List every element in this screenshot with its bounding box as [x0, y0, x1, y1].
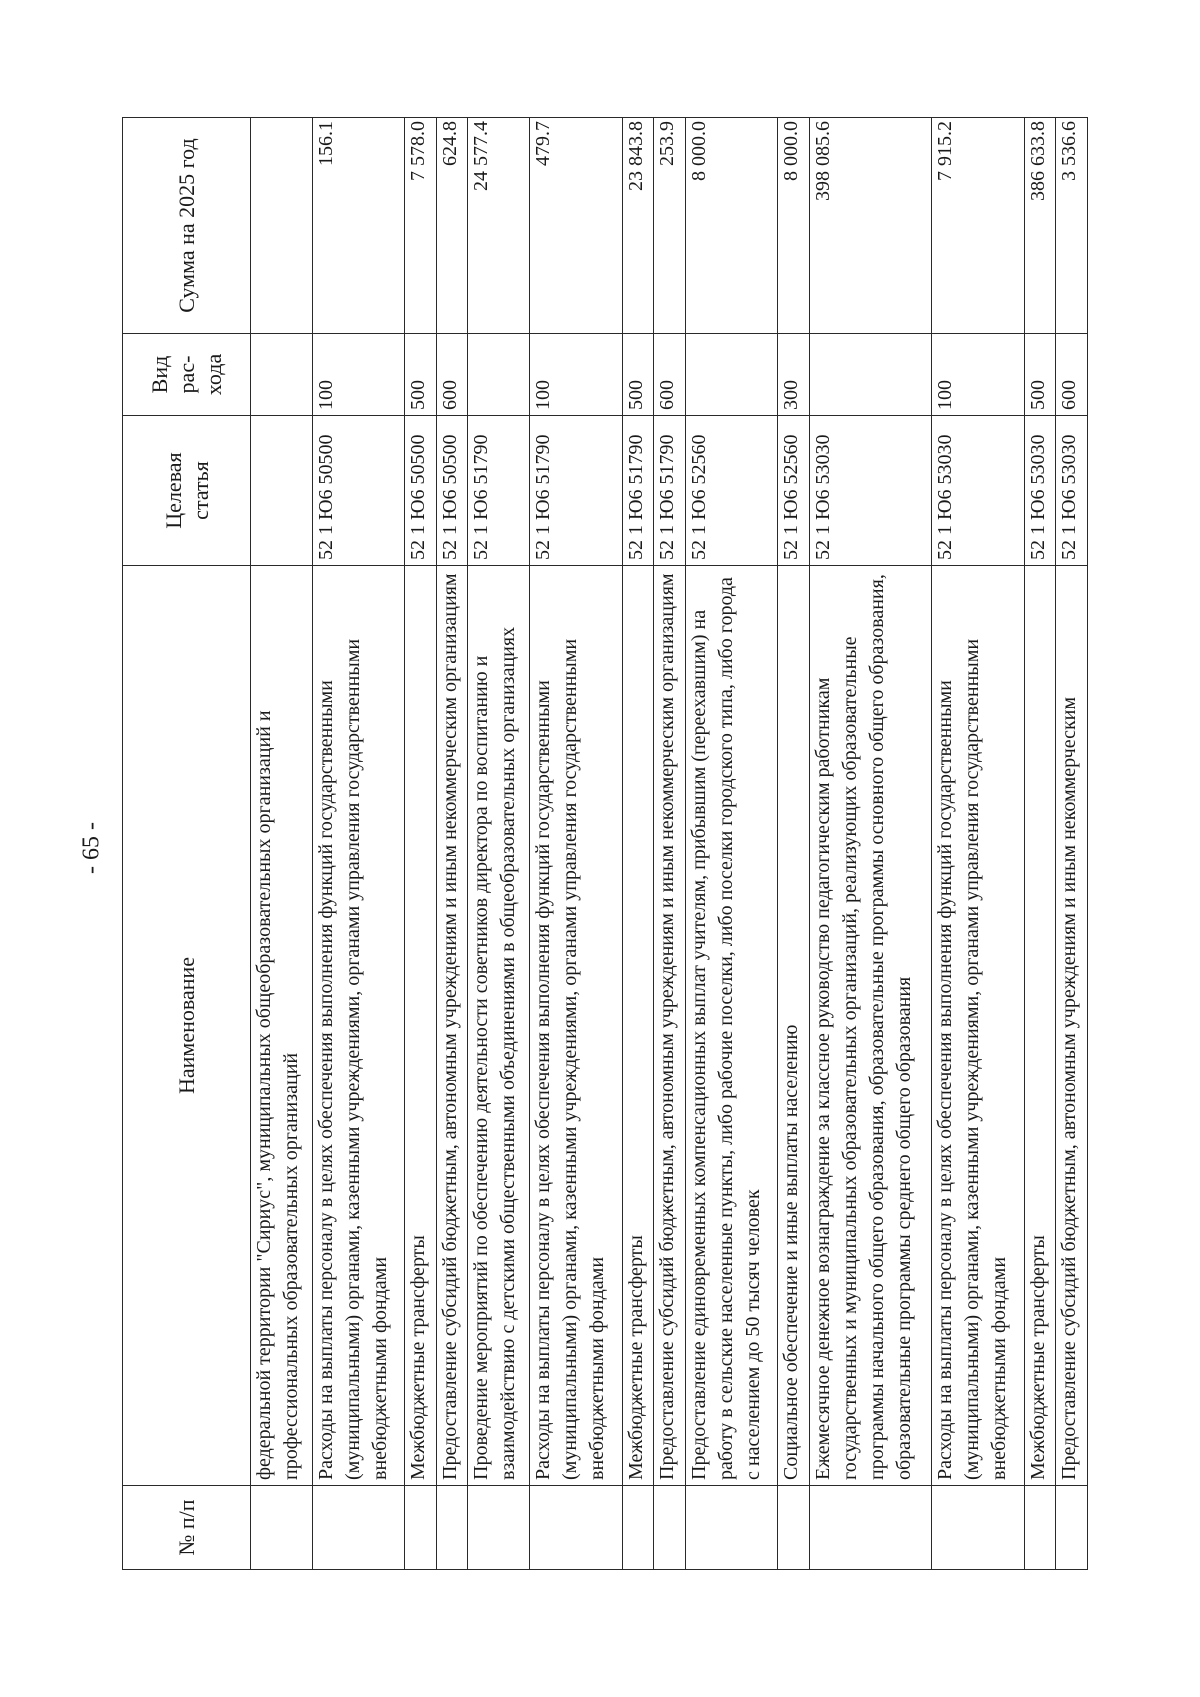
header-type: Вид рас-хода: [123, 334, 251, 416]
table-row: [809, 118, 932, 1570]
row-target-code: 52 1 Ю6 53030: [1056, 416, 1088, 566]
row-target-code: 52 1 Ю6 50500: [405, 416, 437, 566]
row-target-code: 52 1 Ю6 53030: [932, 416, 1024, 566]
table-row: [530, 118, 622, 1570]
row-amount: 156.1: [312, 118, 404, 334]
table-row: [932, 118, 1024, 1570]
row-amount: 24 577.4: [468, 118, 530, 334]
table-row: [778, 118, 810, 1570]
table-row: [685, 118, 777, 1570]
row-amount: 253.9: [654, 118, 686, 334]
row-num: [654, 1486, 686, 1570]
row-expense-type: 100: [530, 334, 622, 416]
rotated-page-content: [122, 118, 1088, 1570]
row-target-code: 52 1 Ю6 51790: [654, 416, 686, 566]
page-number: - 65 -: [78, 822, 105, 874]
row-target-code: [251, 416, 313, 566]
row-target-code: 52 1 Ю6 52560: [685, 416, 777, 566]
table-row: [312, 118, 404, 1570]
row-amount: 3 536.6: [1056, 118, 1088, 334]
row-name: Ежемесячное денежное вознаграждение за классное руководство педагогическим работникам государственных и муниципальных образовательных организаций, реализующих образовательные программы начального общего образования, образовательные программы основного общего образования, образовательные программы среднего общего образования: [809, 566, 932, 1486]
row-name: Проведение мероприятий по обеспечению деятельности советников директора по воспитанию и взаимодействию с детскими общественными объединениями в общеобразовательных организациях: [468, 566, 530, 1486]
table-row: [1056, 118, 1088, 1570]
header-target: Целевая статья: [123, 416, 251, 566]
row-name: Расходы на выплаты персоналу в целях обеспечения выполнения функций государственными (муниципальными) органами, казенными учреждениями, органами управления государственными внебюджетными фондами: [530, 566, 622, 1486]
row-amount: 398 085.6: [809, 118, 932, 334]
row-num: [436, 1486, 468, 1570]
row-num: [685, 1486, 777, 1570]
row-num: [1024, 1486, 1056, 1570]
row-expense-type: 600: [654, 334, 686, 416]
row-name: Предоставление субсидий бюджетным, автономным учреждениям и иным некоммерческим организациям: [654, 566, 686, 1486]
table-row: [251, 118, 313, 1570]
row-num: [778, 1486, 810, 1570]
row-num: [312, 1486, 404, 1570]
row-num: [932, 1486, 1024, 1570]
row-num: [405, 1486, 437, 1570]
row-expense-type: 100: [932, 334, 1024, 416]
row-expense-type: 500: [622, 334, 654, 416]
row-expense-type: 100: [312, 334, 404, 416]
header-num: № п/п: [123, 1486, 251, 1570]
row-expense-type: [468, 334, 530, 416]
row-amount: 7 578.0: [405, 118, 437, 334]
row-expense-type: 600: [436, 334, 468, 416]
row-name: Межбюджетные трансферты: [405, 566, 437, 1486]
row-expense-type: [809, 334, 932, 416]
row-name: Предоставление единовременных компенсационных выплат учителям, прибывшим (переехавшим) на работу в сельские населенные пункты, либо рабочие поселки, либо поселки городского типа, либо города с населением до 50 тысяч человек: [685, 566, 777, 1486]
header-sum: Сумма на 2025 год: [123, 118, 251, 334]
row-num: [1056, 1486, 1088, 1570]
row-expense-type: [251, 334, 313, 416]
row-target-code: 52 1 Ю6 52560: [778, 416, 810, 566]
row-amount: 386 633.8: [1024, 118, 1056, 334]
row-num: [530, 1486, 622, 1570]
row-expense-type: 500: [405, 334, 437, 416]
row-amount: 7 915.2: [932, 118, 1024, 334]
row-amount: [251, 118, 313, 334]
row-amount: 624.8: [436, 118, 468, 334]
row-num: [468, 1486, 530, 1570]
row-name: Межбюджетные трансферты: [622, 566, 654, 1486]
row-target-code: 52 1 Ю6 51790: [622, 416, 654, 566]
row-amount: 479.7: [530, 118, 622, 334]
table-row: [654, 118, 686, 1570]
row-name: Предоставление субсидий бюджетным, автономным учреждениям и иным некоммерческим организациям: [436, 566, 468, 1486]
row-num: [809, 1486, 932, 1570]
budget-table: [122, 117, 1088, 1570]
row-target-code: 52 1 Ю6 51790: [530, 416, 622, 566]
row-target-code: 52 1 Ю6 51790: [468, 416, 530, 566]
table-row: [436, 118, 468, 1570]
row-amount: 23 843.8: [622, 118, 654, 334]
row-num: [622, 1486, 654, 1570]
row-target-code: 52 1 Ю6 50500: [436, 416, 468, 566]
row-expense-type: 500: [1024, 334, 1056, 416]
row-target-code: 52 1 Ю6 50500: [312, 416, 404, 566]
table-row: [405, 118, 437, 1570]
table-row: [468, 118, 530, 1570]
row-expense-type: 300: [778, 334, 810, 416]
table-header-row: [123, 118, 251, 1570]
row-expense-type: [685, 334, 777, 416]
row-name: Социальное обеспечение и иные выплаты населению: [778, 566, 810, 1486]
row-expense-type: 600: [1056, 334, 1088, 416]
row-amount: 8 000.0: [778, 118, 810, 334]
table-row: [1024, 118, 1056, 1570]
header-name: Наименование: [123, 566, 251, 1486]
row-num: [251, 1486, 313, 1570]
row-amount: 8 000.0: [685, 118, 777, 334]
row-name: Расходы на выплаты персоналу в целях обеспечения выполнения функций государственными (муниципальными) органами, казенными учреждениями, органами управления государственными внебюджетными фондами: [932, 566, 1024, 1486]
table-row: [622, 118, 654, 1570]
row-name: Предоставление субсидий бюджетным, автономным учреждениям и иным некоммерческим: [1056, 566, 1088, 1486]
row-name: Расходы на выплаты персоналу в целях обеспечения выполнения функций государственными (муниципальными) органами, казенными учреждениями, органами управления государственными внебюджетными фондами: [312, 566, 404, 1486]
row-target-code: 52 1 Ю6 53030: [1024, 416, 1056, 566]
row-target-code: 52 1 Ю6 53030: [809, 416, 932, 566]
row-name: федеральной территории "Сириус", муниципальных общеобразовательных организаций и профессиональных образовательных организаций: [251, 566, 313, 1486]
row-name: Межбюджетные трансферты: [1024, 566, 1056, 1486]
